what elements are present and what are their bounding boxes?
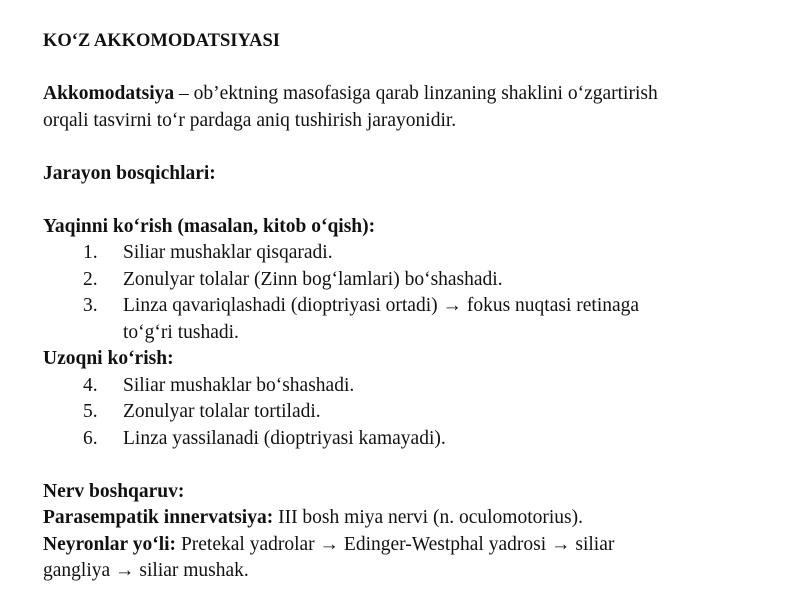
list-item-number: 2.: [83, 268, 98, 290]
list-item-text: Linza qavariqlashadi (dioptriyasi ortadi) → fokus nuqtasi retinaga: [123, 295, 640, 316]
document-title: KO‘Z AKKOMODATSIYASI: [43, 31, 280, 51]
spacer: [43, 55, 763, 82]
parasympathetic-text: III bosh miya nervi (n. oculomotorius).: [273, 507, 583, 528]
far-heading-text: Uzoqni ko‘rish:: [43, 348, 174, 369]
list-item-number: 3.: [83, 295, 98, 316]
neuron-path-line: [43, 532, 763, 559]
neuron-path-continuation: gangliya → siliar mushak.: [43, 560, 249, 581]
list-item-number: 5.: [83, 401, 98, 422]
list-item-number: 6.: [83, 427, 98, 449]
definition-text: – ob’ektning masofasiga qarab linzaning shaklini o‘zgartirish: [174, 83, 658, 104]
spacer: [43, 452, 763, 479]
list-item: [43, 240, 763, 267]
list-item: [43, 267, 763, 294]
list-item-text: Siliar mushaklar bo‘shashadi.: [123, 374, 355, 396]
list-item: [43, 399, 763, 426]
list-item-text: Linza yassilanadi (dioptriyasi kamayadi).: [123, 427, 446, 449]
list-item: [43, 373, 763, 400]
nerve-heading: [43, 479, 763, 506]
neuron-path-text: Pretekal yadrolar → Edinger-Westphal yadrosi → siliar: [176, 533, 615, 555]
far-heading: [43, 346, 763, 373]
stages-heading-text: Jarayon bosqichlari:: [43, 162, 216, 184]
stages-heading: [43, 161, 763, 188]
definition-line-1: [43, 81, 763, 108]
document-page: [43, 28, 763, 585]
list-item-number: 4.: [83, 374, 98, 396]
near-heading: [43, 214, 763, 241]
spacer: [43, 134, 763, 161]
definition-term: Akkomodatsiya: [43, 83, 175, 104]
nerve-heading-text: Nerv boshqaruv:: [43, 480, 185, 502]
list-item-number: 1.: [83, 242, 98, 263]
list-item-continuation: to‘g‘ri tushadi.: [123, 321, 239, 343]
near-heading-text: Yaqinni ko‘rish (masalan, kitob o‘qish):: [43, 215, 376, 237]
definition-line-2: orqali tasvirni to‘r pardaga aniq tushirish jarayonidir.: [43, 109, 457, 131]
parasympathetic-line: [43, 505, 763, 532]
spacer: [43, 187, 763, 214]
list-item: [43, 426, 763, 453]
list-item-text: Siliar mushaklar qisqaradi.: [123, 242, 333, 263]
neuron-path-label: Neyronlar yo‘li:: [43, 533, 177, 555]
list-item: [43, 293, 763, 320]
list-item-text: Zonulyar tolalar tortiladi.: [123, 401, 321, 422]
list-item-text: Zonulyar tolalar (Zinn bog‘lamlari) bo‘shashadi.: [123, 268, 503, 290]
parasympathetic-label: Parasempatik innervatsiya:: [43, 507, 274, 528]
